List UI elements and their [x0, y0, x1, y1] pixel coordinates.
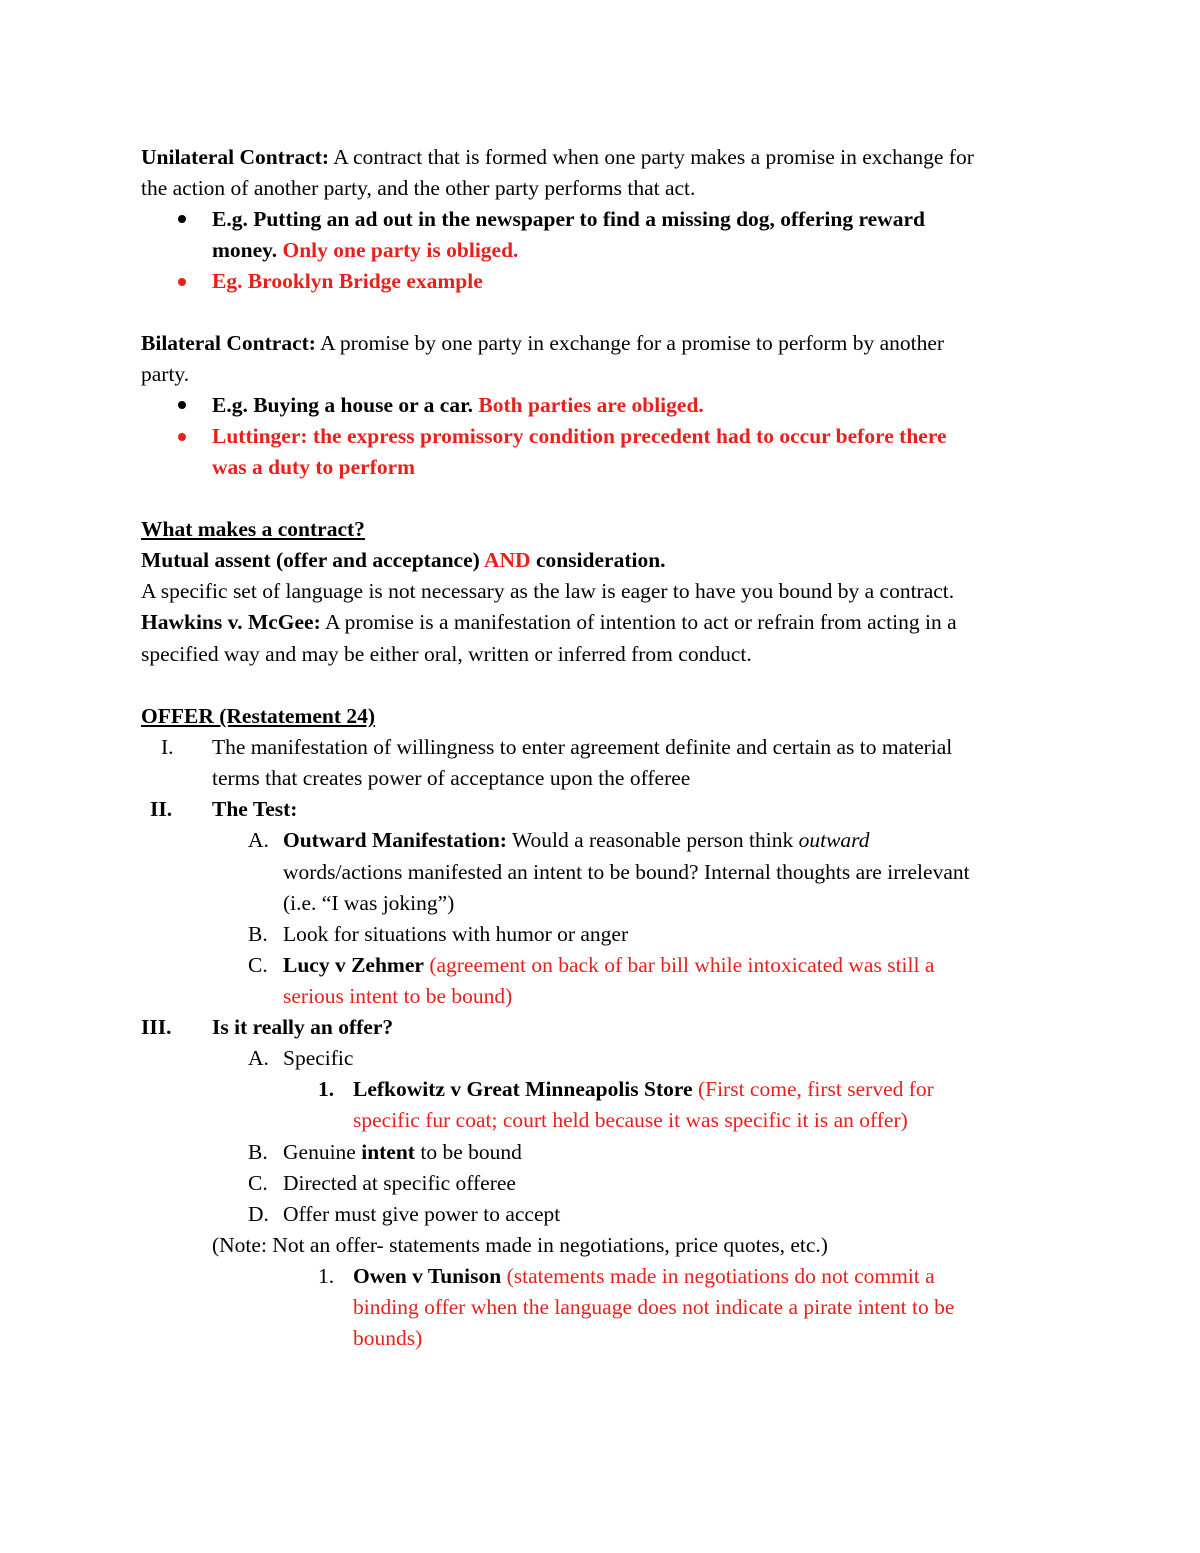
owen-note: (statements made in negotiations do not commit a: [501, 1264, 935, 1288]
bilateral-example-2: Luttinger: the express promissory condition precedent had to occur before there: [212, 424, 947, 448]
outward-term: Outward Manifestation:: [283, 828, 507, 852]
owen-line-1: [353, 1266, 935, 1288]
consideration-text: consideration.: [530, 548, 666, 572]
lefkowitz-line-2: specific fur coat; court held because it was specific it is an offer): [353, 1108, 908, 1132]
unilateral-definition: A contract that is formed when one party makes a promise in exchange for: [329, 145, 974, 169]
owen-line-2: binding offer when the language does not indicate a pirate intent to be: [353, 1295, 955, 1319]
unilateral-example-1-cont: [212, 240, 518, 262]
item-number: III.: [141, 1015, 172, 1039]
genuine-text: Genuine: [283, 1140, 362, 1164]
lefkowitz-line-1: [353, 1079, 934, 1101]
humor-line: Look for situations with humor or anger: [283, 922, 629, 946]
item-letter: D.: [248, 1202, 269, 1226]
bilateral-definition: A promise by one party in exchange for a promise to perform by another: [315, 331, 945, 355]
bullet-icon: [178, 215, 186, 223]
item-number: 1.: [318, 1077, 335, 1101]
unilateral-example-text: money.: [212, 238, 283, 262]
bullet-icon: [178, 278, 186, 286]
genuine-line: [283, 1142, 522, 1164]
unilateral-line-2: the action of another party, and the other party performs that act.: [141, 176, 696, 200]
item-number: I.: [161, 735, 174, 759]
directed-line: Directed at specific offeree: [283, 1171, 516, 1195]
unilateral-term: Unilateral Contract:: [141, 145, 330, 169]
lucy-case: Lucy v Zehmer: [283, 953, 424, 977]
bilateral-example-text: E.g. Buying a house or a car.: [212, 393, 479, 417]
outward-line-2: words/actions manifested an intent to be bound? Internal thoughts are irrelevant: [283, 860, 970, 884]
lefkowitz-case: Lefkowitz v Great Minneapolis Store: [353, 1077, 693, 1101]
owen-case: Owen v Tunison: [353, 1264, 502, 1288]
specific-line: Specific: [283, 1046, 354, 1070]
unilateral-example-2: Eg. Brooklyn Bridge example: [212, 269, 483, 293]
bound-text: to be bound: [414, 1140, 522, 1164]
bilateral-obliged-note: Both parties are obliged.: [478, 393, 704, 417]
hawkins-line-cont: specified way and may be either oral, written or inferred from conduct.: [141, 642, 752, 666]
mutual-assent-line: [141, 550, 666, 572]
item-number: II.: [150, 797, 173, 821]
lefkowitz-note: (First come, first served for: [692, 1077, 934, 1101]
outward-line-1: [283, 830, 869, 852]
offer-item-1: The manifestation of willingness to enter agreement definite and certain as to material: [212, 735, 953, 759]
item-letter: A.: [248, 828, 269, 852]
owen-line-3: bounds): [353, 1326, 423, 1350]
unilateral-example-1: E.g. Putting an ad out in the newspaper to find a missing dog, offering reward: [212, 207, 925, 231]
and-keyword: AND: [483, 548, 531, 572]
bilateral-example-1: [212, 395, 704, 417]
lucy-line-1: [283, 955, 934, 977]
bilateral-line-2: party.: [141, 362, 190, 386]
language-line: A specific set of language is not necessary as the law is eager to have you bound by a contract.: [141, 579, 955, 603]
lucy-line-2: serious intent to be bound): [283, 984, 513, 1008]
mutual-assent-text: Mutual assent (offer and acceptance): [141, 548, 484, 572]
bilateral-line-1: [141, 333, 944, 355]
item-number: 1.: [318, 1264, 335, 1288]
hawkins-case: Hawkins v. McGee:: [141, 610, 321, 634]
outward-emphasis: outward: [798, 828, 870, 852]
item-letter: A.: [248, 1046, 269, 1070]
item-letter: C.: [248, 1171, 268, 1195]
what-makes-heading: What makes a contract?: [141, 517, 365, 541]
bullet-icon: [178, 401, 186, 409]
unilateral-obliged-note: Only one party is obliged.: [282, 238, 519, 262]
offer-heading: OFFER (Restatement 24): [141, 704, 376, 728]
item-letter: B.: [248, 1140, 268, 1164]
hawkins-text: A promise is a manifestation of intention to act or refrain from acting in a: [320, 610, 957, 634]
offer-item-1-cont: terms that creates power of acceptance upon the offeree: [212, 766, 691, 790]
hawkins-line: [141, 612, 957, 634]
power-line: Offer must give power to accept: [283, 1202, 561, 1226]
bilateral-example-2-cont: was a duty to perform: [212, 455, 416, 479]
lucy-note: (agreement on back of bar bill while intoxicated was still a: [423, 953, 935, 977]
item-letter: B.: [248, 922, 268, 946]
note-line: (Note: Not an offer- statements made in negotiations, price quotes, etc.): [212, 1233, 828, 1257]
outward-text: Would a reasonable person think: [506, 828, 799, 852]
outward-line-3: (i.e. “I was joking”): [283, 891, 455, 915]
bilateral-term: Bilateral Contract:: [141, 331, 316, 355]
unilateral-line-1: [141, 147, 974, 169]
test-label: The Test:: [212, 797, 298, 821]
intent-emphasis: intent: [361, 1140, 415, 1164]
really-offer-label: Is it really an offer?: [212, 1015, 394, 1039]
item-letter: C.: [248, 953, 268, 977]
bullet-icon: [178, 433, 186, 441]
